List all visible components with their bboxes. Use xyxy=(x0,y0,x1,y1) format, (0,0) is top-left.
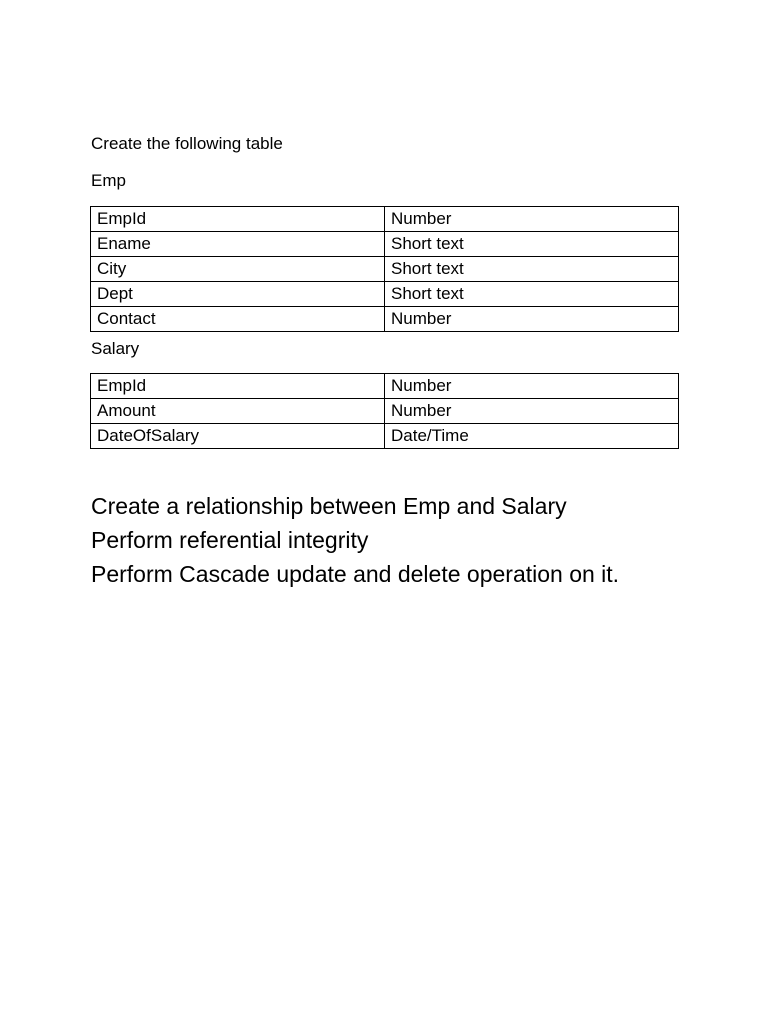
instructions-block xyxy=(91,489,619,591)
field-type-cell: Number xyxy=(385,399,679,424)
field-name-cell: City xyxy=(91,257,385,282)
intro-text: Create the following table xyxy=(91,134,283,153)
table-row xyxy=(91,307,679,332)
instruction-line: Perform Cascade update and delete operation on it. xyxy=(91,561,620,587)
field-name-cell: DateOfSalary xyxy=(91,424,385,449)
table-row xyxy=(91,207,679,232)
field-name-cell: Amount xyxy=(91,399,385,424)
table-row xyxy=(91,257,679,282)
instruction-line: Create a relationship between Emp and Salary xyxy=(91,493,567,519)
field-type-cell: Number xyxy=(385,207,679,232)
table-row xyxy=(91,282,679,307)
table-row xyxy=(91,399,679,424)
instruction-line: Perform referential integrity xyxy=(91,527,369,553)
field-name-cell: Ename xyxy=(91,232,385,257)
table-row xyxy=(91,374,679,399)
emp-table-title: Emp xyxy=(91,171,126,190)
field-name-cell: EmpId xyxy=(91,207,385,232)
field-type-cell: Short text xyxy=(385,282,679,307)
table-row xyxy=(91,424,679,449)
field-type-cell: Short text xyxy=(385,257,679,282)
field-type-cell: Number xyxy=(385,307,679,332)
salary-table-title: Salary xyxy=(91,339,140,358)
field-name-cell: Contact xyxy=(91,307,385,332)
field-type-cell: Short text xyxy=(385,232,679,257)
table-row xyxy=(91,232,679,257)
salary-table xyxy=(90,373,679,449)
field-type-cell: Date/Time xyxy=(385,424,679,449)
field-name-cell: Dept xyxy=(91,282,385,307)
field-name-cell: EmpId xyxy=(91,374,385,399)
emp-table xyxy=(90,206,679,332)
field-type-cell: Number xyxy=(385,374,679,399)
